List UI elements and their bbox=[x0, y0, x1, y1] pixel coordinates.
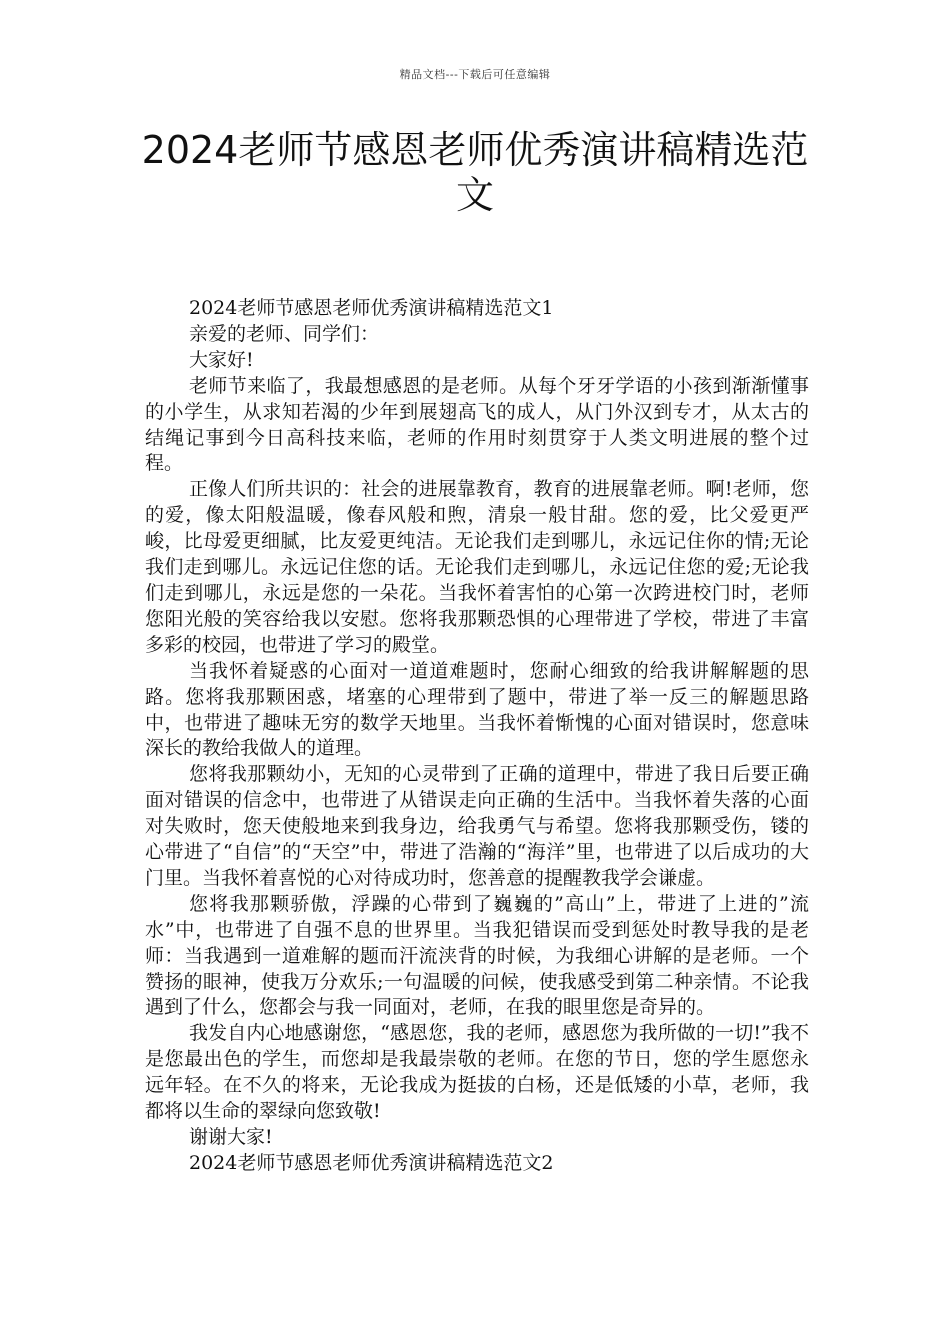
paragraph-subtitle-1: 2024老师节感恩老师优秀演讲稿精选范文1 bbox=[189, 297, 554, 319]
header-note: 精品文档---下载后可任意编辑 bbox=[399, 68, 551, 81]
paragraph: 正像人们所共识的：社会的进展靠教育，教育的进展靠老师。啊!老师，您的爱，像太阳般温暖，像春风般和煦，清泉一般甘甜。您的爱，比父爱更严峻，比母爱更细腻，比友爱更纯洁。无论我们走到哪儿，永远记住你的情;无论我们走到哪儿。永远记住您的话。无论我们走到哪儿，永远记住您的爱;无论我们走到哪儿，永远是您的一朵花。当我怀着害怕的心第一次跨进校门时，老师您阳光般的笑容给我以安慰。您将我那颗恐惧的心理带进了学校，带进了丰富多彩的校园，也带进了学习的殿堂。 bbox=[145, 478, 809, 656]
document-body bbox=[145, 296, 809, 1177]
paragraph: 我发自内心地感谢您，“感恩您，我的老师，感恩您为我所做的一切!”我不是您最出色的学生，而您却是我最崇敬的老师。在您的节日，您的学生愿您永远年轻。在不久的将来，无论我成为挺拔的白杨，还是低矮的小草，老师，我都将以生命的翠绿向您致敬! bbox=[145, 1022, 809, 1123]
paragraph-greeting: 大家好! bbox=[189, 348, 254, 371]
paragraph: 您将我那颗骄傲，浮躁的心带到了巍巍的”高山”上，带进了上进的”流水”中，也带进了自强不息的世界里。当我犯错误而受到惩处时教导我的是老师：当我遇到一道难解的题而汗流浃背的时候，为我细心讲解的是老师。一个赞扬的眼神，使我万分欢乐;一句温暖的问候，使我感受到第二种亲情。不论我遇到了什么，您都会与我一同面对，老师，在我的眼里您是奇异的。 bbox=[145, 892, 809, 1019]
paragraph: 您将我那颗幼小，无知的心灵带到了正确的道理中，带进了我日后要正确面对错误的信念中，也带进了从错误走向正确的生活中。当我怀着失落的心面对失败时，您天使般地来到我身边，给我勇气与希望。您将我那颗受伤，镂的心带进了“自信”的“天空”中，带进了浩瀚的“海洋”里，也带进了以后成功的大门里。当我怀着喜悦的心对待成功时，您善意的提醒教我学会谦虚。 bbox=[145, 763, 809, 889]
paragraph-thanks: 谢谢大家! bbox=[189, 1126, 273, 1148]
paragraph-subtitle-2: 2024老师节感恩老师优秀演讲稿精选范文2 bbox=[189, 1151, 554, 1174]
paragraph: 当我怀着疑惑的心面对一道道难题时，您耐心细致的给我讲解解题的思路。您将我那颗困惑，堵塞的心理带到了题中，带进了举一反三的解题思路中，也带进了趣味无穷的数学天地里。当我怀着惭愧的心面对错误时，您意味深长的教给我做人的道理。 bbox=[145, 659, 809, 760]
document-title: 2024老师节感恩老师优秀演讲稿精选范文 bbox=[141, 128, 809, 217]
paragraph-salutation: 亲爱的老师、同学们： bbox=[189, 322, 380, 345]
paragraph: 老师节来临了，我最想感恩的是老师。从每个牙牙学语的小孩到渐渐懂事的小学生，从求知若渴的少年到展翅高飞的成人，从门外汉到专才，从太古的结绳记事到今日高科技来临，老师的作用时刻贯穿于人类文明进展的整个过程。 bbox=[145, 374, 809, 475]
